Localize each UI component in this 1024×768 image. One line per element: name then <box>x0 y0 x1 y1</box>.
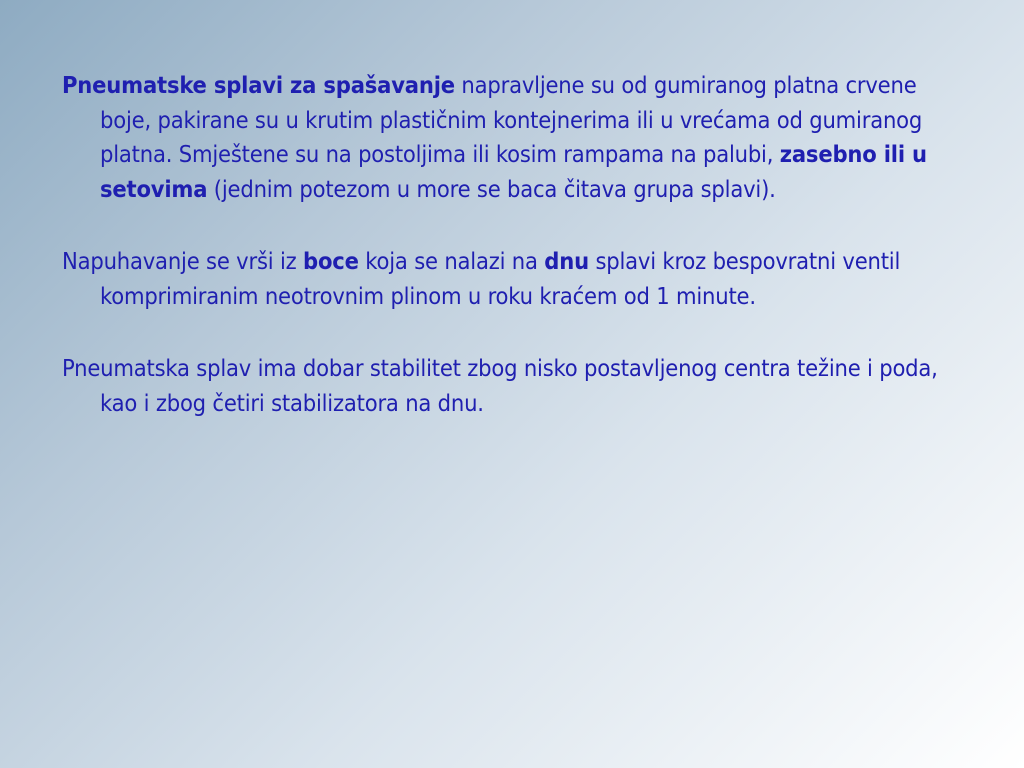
text-run: napravljene su od gumiranog platna crvene boje, pakirane su u krutim plastičnim kontejnerima ili u vrećama od gumiranog platna. Smještene su na postoljima ili kosim rampama na palubi, <box>100 71 923 168</box>
term-bottom: dnu <box>544 247 589 275</box>
paragraph-stability <box>62 351 972 420</box>
text-run: Napuhavanje se vrši iz <box>62 247 304 275</box>
text-run: koja se nalazi na <box>358 247 545 275</box>
text-run: Pneumatska splav ima dobar stabilitet zbog nisko postavljenog centra težine i poda, kao i zbog četiri stabilizatora na dnu. <box>62 354 938 417</box>
term-separately-or-sets: zasebno ili u setovima <box>100 140 927 203</box>
slide-body <box>62 68 972 458</box>
text-run: (jednim potezom u more se baca čitava grupa splavi). <box>207 174 776 203</box>
paragraph-inflation <box>62 244 972 313</box>
term-life-rafts: Pneumatske splavi za spašavanje <box>62 71 455 99</box>
text-run: splavi kroz bespovratni ventil komprimiranim neotrovnim plinom u roku kraćem od 1 minute. <box>100 247 901 310</box>
paragraph-raft-description <box>62 68 972 206</box>
term-cylinder: boce <box>303 247 359 275</box>
